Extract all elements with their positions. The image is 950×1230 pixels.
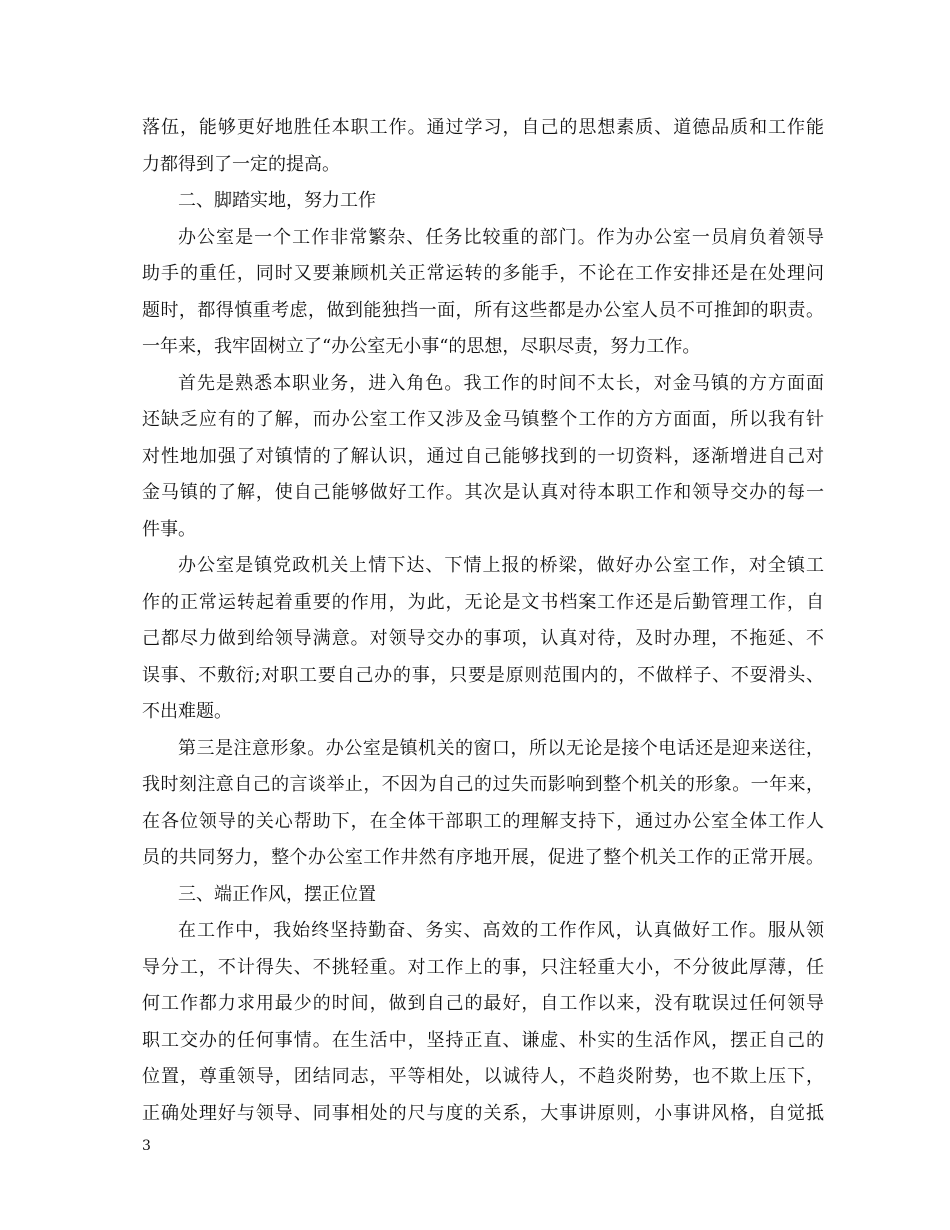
text-line: 己都尽力做到给领导满意。对领导交办的事项，认真对待，及时办理，不拖延、不 [142,628,824,649]
section-heading: 三、端正作风，摆正位置 [178,883,376,905]
text-line: 力都得到了一定的提高。 [142,153,340,175]
text-line: 首先是熟悉本职业务，进入角色。我工作的时间不太长，对金马镇的方方面面 [178,372,824,394]
section-heading: 二、脚踏实地，努力工作 [178,190,376,211]
text-line: 员的共同努力，整个办公室工作井然有序地开展，促进了整个机关工作的正常开展。 [142,847,824,868]
text-line: 在工作中，我始终坚持勤奋、务实、高效的工作作风，认真做好工作。服从领 [178,920,824,941]
text-line: 何工作都力求用最少的时间，做到自己的最好，自工作以来，没有耽误过任何领导 [142,993,824,1014]
text-line: 还缺乏应有的了解，而办公室工作又涉及金马镇整个工作的方方面面，所以我有针 [142,409,824,430]
text-line: 金马镇的了解，使自己能够做好工作。其次是认真对待本职工作和领导交办的每一 [142,482,824,503]
text-line: 作的正常运转起着重要的作用，为此，无论是文书档案工作还是后勤管理工作，自 [142,591,824,613]
body-text [142,110,824,1132]
text-line: 助手的重任，同时又要兼顾机关正常运转的多能手，不论在工作安排还是在处理问 [142,263,824,284]
text-line: 办公室是镇党政机关上情下达、下情上报的桥梁，做好办公室工作，对全镇工 [178,555,824,576]
text-line: 位置，尊重领导，团结同志，平等相处，以诚待人，不趋炎附势，也不欺上压下， [142,1066,824,1087]
text-line: 一年来，我牢固树立了“办公室无小事“的思想，尽职尽责，努力工作。 [142,336,701,357]
page-number: 3 [142,1138,151,1154]
text-line: 题时，都得慎重考虑，做到能独挡一面，所有这些都是办公室人员不可推卸的职责。 [142,299,824,321]
text-line: 正确处理好与领导、同事相处的尺与度的关系，大事讲原则，小事讲风格，自觉抵 [142,1102,824,1124]
text-line: 第三是注意形象。办公室是镇机关的窗口，所以无论是接个电话还是迎来送往， [178,737,824,759]
text-line: 办公室是一个工作非常繁杂、任务比较重的部门。作为办公室一员肩负着领导 [178,226,824,248]
text-line: 件事。 [142,518,196,540]
text-line: 对性地加强了对镇情的了解认识，通过自己能够找到的一切资料，逐渐增进自己对 [142,445,824,467]
text-line: 误事、不敷衍;对职工要自己办的事，只要是原则范围内的，不做样子、不耍滑头、 [142,664,824,686]
text-line: 导分工，不计得失、不挑轻重。对工作上的事，只注轻重大小，不分彼此厚薄，任 [142,956,824,978]
text-line: 我时刻注意自己的言谈举止，不因为自己的过失而影响到整个机关的形象。一年来， [142,774,824,795]
text-line: 不出难题。 [142,701,232,722]
text-line: 职工交办的任何事情。在生活中，坚持正直、谦虚、朴实的生活作风，摆正自己的 [142,1029,824,1051]
text-line: 落伍，能够更好地胜任本职工作。通过学习，自己的思想素质、道德品质和工作能 [142,117,824,138]
text-line: 在各位领导的关心帮助下，在全体干部职工的理解支持下，通过办公室全体工作人 [142,810,824,832]
